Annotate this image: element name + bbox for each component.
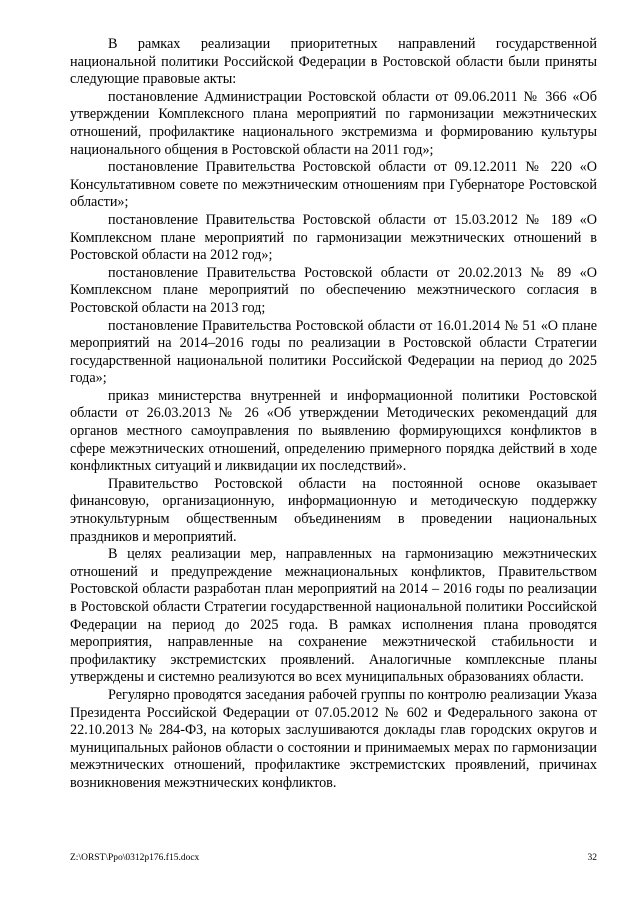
document-body: [70, 36, 597, 793]
paragraph: Правительство Ростовской области на постоянной основе оказывает финансовую, организационную, информационную и методическую поддержку этнокультурным общественным объединениям в проведении национальных праздников и мероприятий.: [70, 475, 597, 545]
paragraph: постановление Администрации Ростовской области от 09.06.2011 № 366 «Об утверждении Комплексного плана мероприятий по гармонизации межэтнических отношений, профилактике национального экстремизма и формированию культуры национального общения в Ростовской области на 2011 год»;: [70, 88, 597, 158]
footer-file-path: Z:\ORST\Ppo\0312p176.f15.docx: [70, 853, 200, 863]
paragraph: постановление Правительства Ростовской области от 09.12.2011 № 220 «О Консультативном совете по межэтническим отношениям при Губернаторе Ростовской области»;: [70, 159, 597, 211]
paragraph: приказ министерства внутренней и информационной политики Ростовской области от 26.03.2013 № 26 «Об утверждении Методических рекомендаций для органов местного самоуправления по выявлению формирующихся конфликтов в сфере межэтнических отношений, определению примерного порядка действий в ходе конфликтных ситуаций и ликвидации их последствий».: [70, 387, 597, 475]
paragraph: постановление Правительства Ростовской области от 20.02.2013 № 89 «О Комплексном плане мероприятий по обеспечению межэтнического согласия в Ростовской области на 2013 год;: [70, 264, 597, 316]
page-footer: [70, 853, 597, 863]
paragraph: Регулярно проводятся заседания рабочей группы по контролю реализации Указа Президента Российской Федерации от 07.05.2012 № 602 и Федерального закона от 22.10.2013 № 284-ФЗ, на которых заслушиваются доклады глав городских округов и муниципальных районов области о состоянии и принимаемых мерах по гармонизации межэтнических отношений, профилактике экстремистских проявлений, причинах возникновения межэтнических конфликтов.: [70, 686, 597, 791]
paragraph: постановление Правительства Ростовской области от 16.01.2014 № 51 «О плане мероприятий на 2014–2016 годы по реализации в Ростовской области Стратегии государственной национальной политики Российской Федерации на период до 2025 года»;: [70, 317, 597, 387]
paragraph: постановление Правительства Ростовской области от 15.03.2012 № 189 «О Комплексном плане мероприятий по гармонизации межэтнических отношений в Ростовской области на 2012 год»;: [70, 211, 597, 264]
paragraph: В рамках реализации приоритетных направлений государственной национальной политики Российской Федерации в Ростовской области были приняты следующие правовые акты:: [70, 36, 597, 88]
paragraph: В целях реализации мер, направленных на гармонизацию межэтнических отношений и предупреждение межнациональных конфликтов, Правительством Ростовской области разработан план мероприятий на 2014 – 2016 годы по реализации в Ростовской области Стратегии государственной национальной политики Российской Федерации на период до 2025 года. В рамках исполнения плана проводятся мероприятия, направленные на сохранение межэтнической стабильности и профилактику экстремистских проявлений. Аналогичные комплексные планы утверждены и системно реализуются во всех муниципальных образованиях области.: [70, 546, 597, 686]
page-number: 32: [587, 853, 597, 863]
